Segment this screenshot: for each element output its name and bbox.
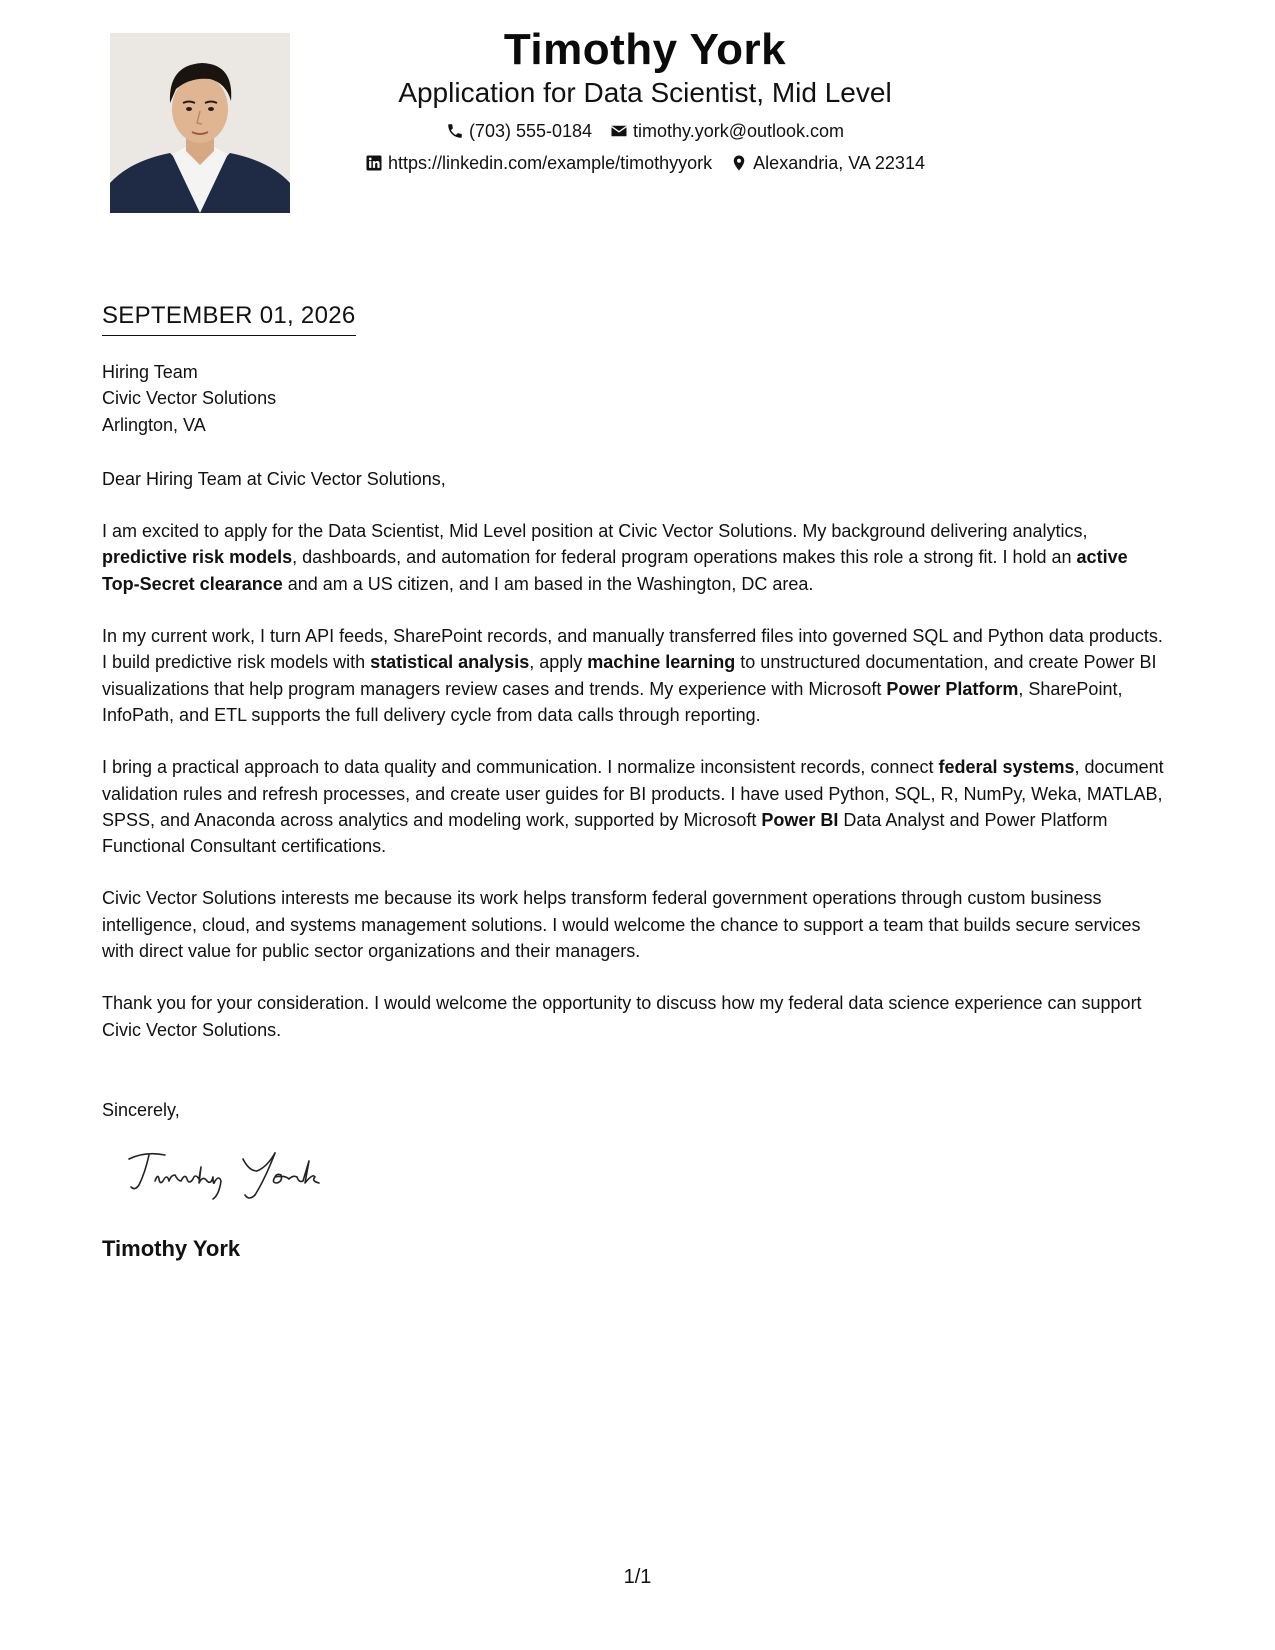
paragraph — [102, 885, 1167, 964]
recipient-line: Civic Vector Solutions — [102, 388, 277, 409]
paragraph-text: , SharePoint, InfoPath, and ETL supports the full delivery cycle from data calls through reporting. — [102, 678, 1123, 725]
email-address: timothy.york@outlook.com — [633, 121, 845, 141]
emphasis-text: active Top-Secret clearance — [102, 547, 1128, 594]
signed-name: Timothy York — [102, 1236, 241, 1261]
phone-contact[interactable] — [446, 120, 592, 142]
paragraph-text: and am a US citizen, and I am based in the Washington, DC area. — [282, 573, 814, 594]
recipient-line: Hiring Team — [102, 362, 198, 382]
phone-icon — [446, 122, 464, 140]
letter-body — [102, 359, 1167, 1043]
emphasis-text: Power Platform — [886, 678, 1019, 699]
recipient-block — [102, 359, 1167, 438]
paragraph-text: , document validation rules and refresh processes, and create user guides for BI products. I have used Python, SQL, R, NumPy, Weka, MATLAB, SPSS, and Anaconda across analytics and modeling work, supported by Microsoft — [102, 757, 1164, 830]
paragraph-text: , apply — [529, 652, 588, 673]
paragraph — [102, 623, 1167, 728]
salutation: Dear Hiring Team at Civic Vector Solutions, — [102, 468, 446, 489]
paragraph-text: In my current work, I turn API feeds, SharePoint records, and manually transferred files into governed SQL and Python data products. I build predictive risk models with — [102, 626, 1163, 673]
map-pin-icon — [730, 154, 748, 172]
envelope-icon — [610, 122, 628, 140]
paragraph-text: I bring a practical approach to data quality and communication. I normalize inconsistent records, connect — [102, 757, 939, 778]
paragraph — [102, 754, 1167, 859]
recipient-line: Arlington, VA — [102, 414, 206, 435]
handwritten-signature — [125, 1145, 345, 1205]
emphasis-text: statistical analysis — [370, 652, 530, 673]
paragraph-text: Data Analyst and Power Platform Functional Consultant certifications. — [102, 809, 1108, 857]
emphasis-text: Power BI — [761, 809, 839, 830]
page-number: 1/1 — [623, 1566, 652, 1588]
emphasis-text: machine learning — [587, 652, 736, 673]
application-subtitle: Application for Data Scientist, Mid Level — [398, 77, 892, 108]
location-contact — [730, 152, 925, 174]
linkedin-url: https://linkedin.com/example/timothyyork — [388, 153, 713, 173]
linkedin-icon — [365, 154, 383, 172]
paragraph-text: Thank you for your consideration. I would welcome the opportunity to discuss how my federal data science experience can support Civic Vector Solutions. — [102, 993, 1142, 1040]
closing: Sincerely, — [102, 1100, 180, 1120]
contact-row-2 — [320, 152, 970, 174]
paragraph-text: I am excited to apply for the Data Scientist, Mid Level position at Civic Vector Solutions. My background delivering analytics, — [102, 521, 1088, 542]
linkedin-contact[interactable] — [365, 152, 712, 174]
letter-header — [320, 24, 970, 174]
paragraph — [102, 990, 1167, 1043]
profile-photo — [110, 33, 290, 213]
emphasis-text: federal systems — [938, 757, 1075, 778]
paragraph-text: , dashboards, and automation for federal program operations makes this role a strong fit. I hold an — [292, 547, 1077, 568]
paragraph-text: to unstructured documentation, and create Power BI visualizations that help program managers review cases and trends. My experience with Microsoft — [102, 652, 1157, 699]
applicant-name: Timothy York — [503, 25, 787, 74]
letter-date: SEPTEMBER 01, 2026 — [102, 302, 356, 336]
paragraph-text: Civic Vector Solutions interests me because its work helps transform federal government operations through custom business intelligence, cloud, and systems management solutions. I would welcome the chance to support a team that builds secure services with direct value for public sector organizations and their managers. — [102, 888, 1141, 962]
email-contact[interactable] — [610, 120, 844, 142]
location-text: Alexandria, VA 22314 — [753, 153, 925, 173]
phone-number: (703) 555-0184 — [468, 121, 593, 141]
emphasis-text: predictive risk models — [102, 547, 293, 568]
paragraph — [102, 518, 1167, 597]
contact-row-1 — [320, 120, 970, 142]
